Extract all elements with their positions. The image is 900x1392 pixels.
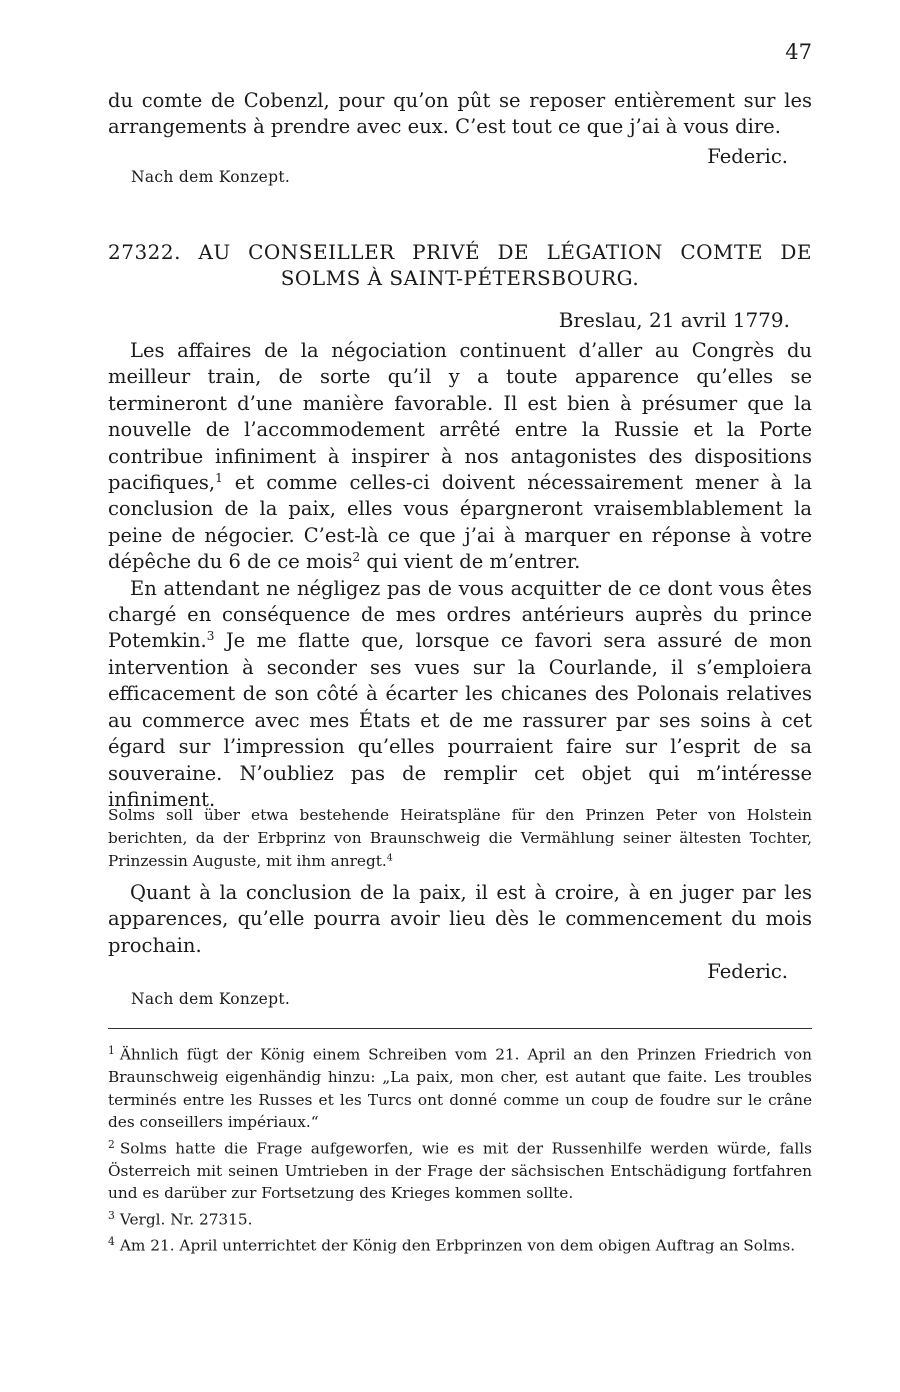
footnote-3: [108, 1205, 812, 1231]
paragraph-text: et comme celles-ci doivent nécessairement mener à la conclusion de la paix, elles vous épargneront vraisemblablement la peine de négocier. C’est-là ce que j’ai à marquer en réponse à votre dépêche du 6 de ce mois: [108, 471, 812, 574]
letter-dateline: Breslau, 21 avril 1779.: [558, 308, 790, 332]
previous-letter-text: [108, 88, 812, 141]
summary-paragraph: [108, 804, 812, 873]
letter-closing: [108, 880, 812, 959]
footnote-ref-1: 1: [215, 470, 223, 485]
letter-paragraph-2: [108, 576, 812, 814]
footnote-mark: 1: [108, 1044, 115, 1057]
footnote-text: Vergl. Nr. 27315.: [119, 1210, 253, 1229]
letter-heading-line-2: SOLMS À SAINT-PÉTERSBOURG.: [280, 266, 640, 290]
letter-heading-line-1: 27322. AU CONSEILLER PRIVÉ DE LÉGATION COMTE DE: [108, 240, 812, 264]
footnote-mark: 3: [108, 1208, 115, 1222]
letter-body: [108, 338, 812, 813]
footnote-text: Solms hatte die Frage aufgeworfen, wie es mit der Russenhilfe werden würde, falls Österreich mit seinen Umtrieben in der Frage der sächsischen Entschädigung fortfahren und es darüber zur Fortsetzung des Krieges kommen sollte.: [108, 1139, 812, 1203]
letter-paragraph-3: Quant à la conclusion de la paix, il est à croire, à en juger par les apparences, qu’elle pourra avoir lieu dès le commencement du mois prochain.: [108, 881, 812, 957]
paragraph-text: En attendant ne négligez pas de vous acquitter de ce dont vous êtes chargé en conséquence de mes ordres antérieurs auprès du prince Potemkin.: [108, 576, 812, 653]
footnote-ref-2: 2: [352, 550, 361, 564]
footnote-text: Ähnlich fügt der König einem Schreiben vom 21. April an den Prinzen Friedrich von Braunschweig eigenhändig hinzu: „La paix, mon cher, est autant que faite. Les troubles terminés entre les Russes et les Turcs ont donné comme un coup de foudre sur le crâne des conseillers impériaux.“: [108, 1045, 812, 1132]
editorial-summary: [108, 804, 812, 873]
previous-letter-source-note: Nach dem Konzept.: [131, 168, 291, 186]
footnote-4: [108, 1231, 812, 1257]
paragraph-text: qui vient de m’entrer.: [360, 550, 581, 574]
footnote-ref-4: 4: [386, 852, 393, 864]
footnote-mark: 4: [108, 1234, 115, 1248]
letter-paragraph-1: [108, 338, 812, 576]
footnotes: [108, 1040, 812, 1257]
page-number: 47: [785, 40, 812, 64]
footnote-text: Am 21. April unterrichtet der König den Erbprinzen von dem obigen Auftrag an Solms.: [119, 1236, 796, 1255]
paragraph-text: Je me flatte que, lorsque ce favori sera assuré de mon intervention à seconder ses vues sur la Courlande, il s’emploiera efficacement de son côté à écarter les chicanes des Polonais relatives au commerce avec mes États et de me rassurer par ses soins à cet égard sur l’impression qu’elles pourraient faire sur l’esprit de sa souveraine. N’oubliez pas de remplir cet objet qui m’intéresse infiniment.: [108, 629, 812, 811]
letter-heading: [108, 239, 812, 291]
summary-text: Solms soll über etwa bestehende Heiratspläne für den Prinzen Peter von Holstein berichten, da der Erbprinz von Braunschweig die Vermählung seiner ältesten Tochter, Prinzessin Auguste, mit ihm anregt.: [108, 806, 812, 870]
letter-signature: Federic.: [707, 960, 788, 983]
footnote-2: [108, 1134, 812, 1205]
footnote-mark: 2: [108, 1137, 115, 1151]
paragraph-text: Les affaires de la négociation continuent d’aller au Congrès du meilleur train, de sorte qu’il y a toute apparence qu’elles se termineront d’une manière favorable. Il est bien à présumer que la nouvelle de l’accommodement arrêté entre la Russie et la Porte contribue infiniment à inspirer à nos antagonistes des dispositions pacifiques,: [108, 339, 812, 495]
footnote-divider: [108, 1028, 812, 1029]
previous-letter-paragraph: du comte de Cobenzl, pour qu’on pût se reposer entièrement sur les arrangements à prendre avec eux. C’est tout ce que j’ai à vous dire.: [108, 89, 812, 139]
letter-source-note: Nach dem Konzept.: [131, 990, 291, 1008]
footnote-1: [108, 1040, 812, 1134]
previous-letter-signature: Federic.: [707, 145, 788, 168]
footnote-ref-3: 3: [206, 629, 215, 644]
